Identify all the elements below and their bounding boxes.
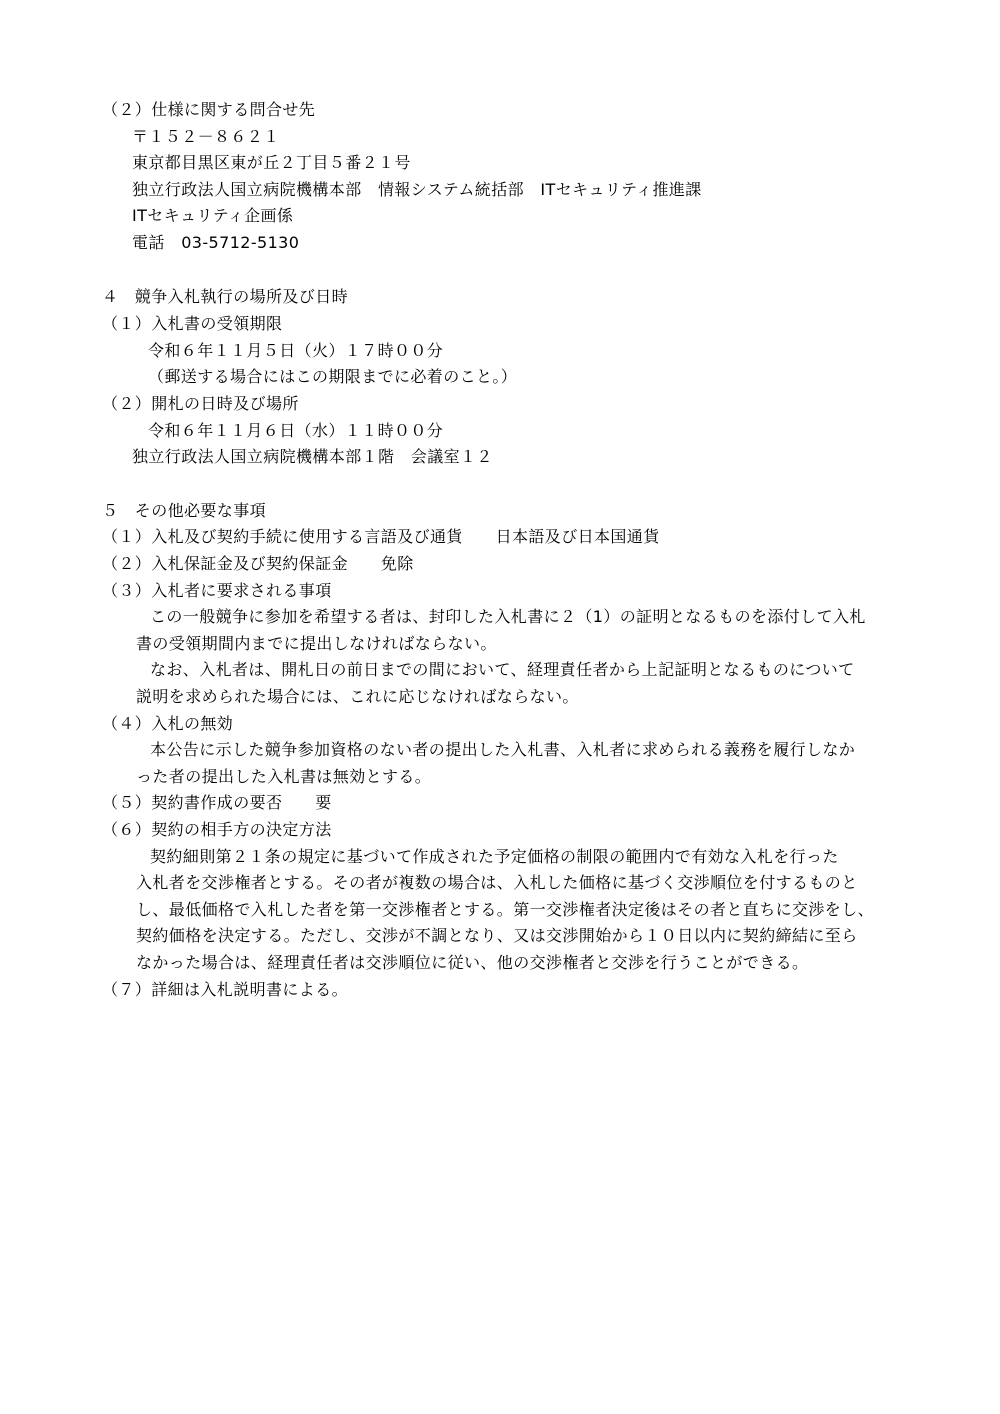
contract-document: （５）契約書作成の要否 要 [102,793,332,812]
requirements-line: 説明を求められた場合には、これに応じなければならない。 [136,687,579,706]
bid-deadline-date: 令和６年１１月５日（火）１７時００分 [148,341,444,360]
language-currency: （１）入札及び契約手続に使用する言語及び通貨 日本語及び日本国通貨 [102,527,660,546]
invalid-bid-heading: （４）入札の無効 [102,714,234,733]
deposit: （２）入札保証金及び契約保証金 免除 [102,554,414,573]
invalid-bid-line: った者の提出した入札書は無効とする。 [136,767,432,786]
contact-heading: （２）仕様に関する問合せ先 [102,100,316,119]
phone: 電話 03-5712-5130 [132,233,300,252]
section5-heading: ５ その他必要な事項 [102,501,267,520]
section4-heading: ４ 競争入札執行の場所及び日時 [102,287,349,306]
counterparty-heading: （６）契約の相手方の決定方法 [102,820,332,839]
details-reference: （７）詳細は入札説明書による。 [102,980,349,999]
opening-date: 令和６年１１月６日（水）１１時００分 [148,421,444,440]
bid-deadline-note: （郵送する場合にはこの期限までに必着のこと。） [148,367,518,386]
invalid-bid-line: 本公告に示した競争参加資格のない者の提出した入札書、入札者に求められる義務を履行しなか [150,740,856,759]
counterparty-line: 契約細則第２１条の規定に基づいて作成された予定価格の制限の範囲内で有効な入札を行った [150,847,839,866]
address: 東京都目黒区東が丘２丁目５番２１号 [132,153,411,172]
counterparty-line: 入札者を交渉権者とする。その者が複数の場合は、入札した価格に基づく交渉順位を付するものと [136,873,858,892]
organization: 独立行政法人国立病院機構本部 情報システム統括部 ITセキュリティ推進課 [132,180,702,199]
counterparty-line: 契約価格を決定する。ただし、交渉が不調となり、又は交渉開始から１０日以内に契約締結に至ら [136,926,858,945]
counterparty-line: なかった場合は、経理責任者は交渉順位に従い、他の交渉権者と交渉を行うことができる。 [136,953,809,972]
requirements-line: この一般競争に参加を希望する者は、封印した入札書に２（1）の証明となるものを添付して入札 [150,607,866,626]
requirements-heading: （３）入札者に要求される事項 [102,581,332,600]
requirements-line: 書の受領期間内までに提出しなければならない。 [136,634,497,653]
requirements-line: なお、入札者は、開札日の前日までの間において、経理責任者から上記証明となるものについて [150,660,855,679]
opening-heading: （２）開札の日時及び場所 [102,394,299,413]
section-name: ITセキュリティ企画係 [132,206,294,225]
postal-code: 〒１５２－８６２１ [132,127,280,146]
opening-place: 独立行政法人国立病院機構本部１階 会議室１２ [132,447,493,466]
counterparty-line: し、最低価格で入札した者を第一交渉権者とする。第一交渉権者決定後はその者と直ちに交渉をし、 [136,900,875,919]
bid-deadline-heading: （１）入札書の受領期限 [102,314,283,333]
